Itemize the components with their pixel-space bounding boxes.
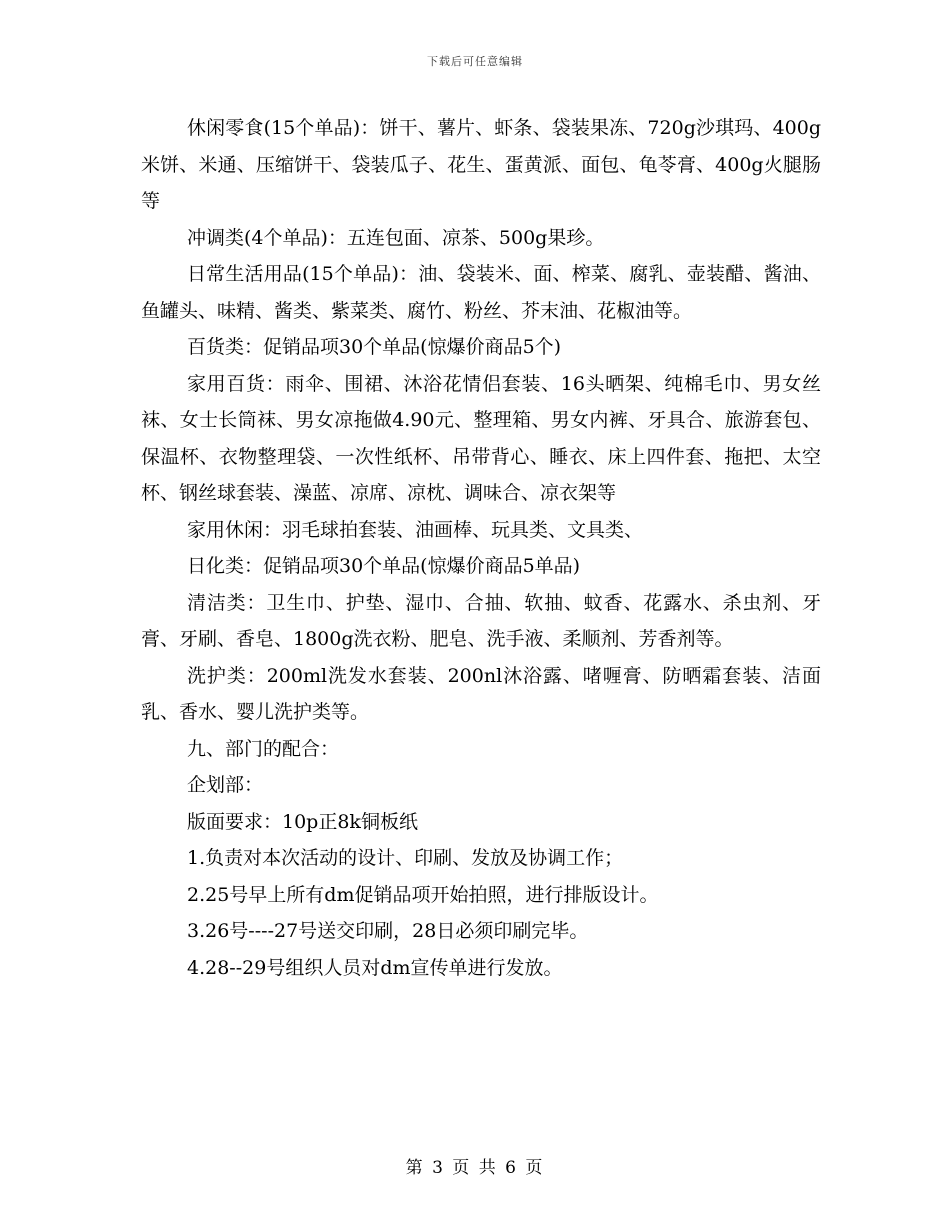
paragraph-layout-requirements: 版面要求：10p正8k铜板纸 [187, 810, 418, 833]
paragraph-household-leisure: 家用休闲：羽毛球拍套装、油画棒、玩具类、文具类、 [187, 518, 644, 541]
list-item-2: 2.25号早上所有dm促销品项开始拍照，进行排版设计。 [187, 883, 659, 906]
page-footer: 第 3 页 共 6 页 [405, 1158, 545, 1178]
paragraph-planning-dept: 企划部： [187, 774, 264, 796]
section-heading-department-cooperation: 九、部门的配合： [187, 737, 340, 760]
list-item-4: 4.28--29号组织人员对dm宣传单进行发放。 [187, 956, 563, 979]
paragraph-general-merchandise: 百货类：促销品项30个单品(惊爆价商品5个) [187, 336, 562, 358]
document-body [141, 110, 821, 986]
list-item-1: 1.负责对本次活动的设计、印刷、发放及协调工作； [187, 847, 624, 869]
list-item-3: 3.26号----27号送交印刷，28日必须印刷完毕。 [187, 920, 589, 942]
paragraph-daily-goods: 日常生活用品(15个单品)：油、袋装米、面、榨菜、腐乳、壶装醋、酱油、鱼罐头、味精、酱类、紫菜类、腐竹、粉丝、芥末油、花椒油等。 [141, 263, 821, 322]
paragraph-beverages: 冲调类(4个单品)：五连包面、凉茶、500g果珍。 [187, 226, 605, 249]
paragraph-cleaning: 清洁类：卫生巾、护垫、湿巾、合抽、软抽、蚊香、花露水、杀虫剂、牙膏、牙刷、香皂、1800g洗衣粉、肥皂、洗手液、柔顺剂、芳香剂等。 [141, 591, 821, 650]
paragraph-household-goods: 家用百货：雨伞、围裙、沐浴花情侣套装、16头晒架、纯棉毛巾、男女丝袜、女士长筒袜、男女凉拖做4.90元、整理箱、男女内裤、牙具合、旅游套包、保温杯、衣物整理袋、一次性纸杯、吊带背心、睡衣、床上四件套、拖把、太空杯、钢丝球套装、澡蓝、凉席、凉枕、调味合、凉衣架等 [141, 372, 821, 504]
paragraph-daily-chemicals: 日化类：促销品项30个单品(惊爆价商品5单品) [187, 555, 581, 577]
paragraph-snacks: 休闲零食(15个单品)：饼干、薯片、虾条、袋装果冻、720g沙琪玛、400g米饼、米通、压缩饼干、袋装瓜子、花生、蛋黄派、面包、龟苓膏、400g火腿肠等 [141, 117, 821, 212]
page-header: 下载后可任意编辑 [427, 55, 523, 68]
paragraph-personal-care: 洗护类：200ml洗发水套装、200nl沐浴露、啫喱膏、防晒霜套装、洁面乳、香水、婴儿洗护类等。 [141, 664, 821, 723]
